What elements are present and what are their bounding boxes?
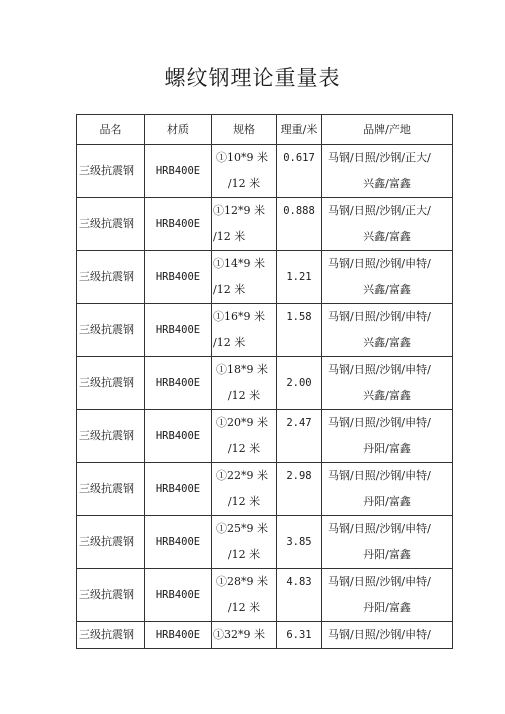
table-row (77, 516, 453, 569)
table-row (77, 463, 453, 516)
cell-spec (212, 516, 277, 569)
table-row (77, 569, 453, 622)
spec-size: ①16*9 米 (213, 310, 265, 323)
cell-material: HRB400E (145, 516, 212, 569)
spec-size: ①20*9 米 (216, 416, 268, 429)
cell-product-name: 三级抗震钢 (77, 622, 145, 649)
spec-size: ①14*9 米 (213, 257, 265, 270)
table-row (77, 304, 453, 357)
weight-table (76, 114, 453, 649)
brand-line-2: 丹阳/富鑫 (363, 548, 411, 561)
brand-line-1: 马钢/日照/沙钢/申特/ (328, 310, 431, 323)
cell-brand (322, 304, 453, 357)
spec-length: /12 米 (227, 548, 261, 561)
cell-brand (322, 516, 453, 569)
table-row (77, 145, 453, 198)
brand-line-2: 兴鑫/富鑫 (363, 389, 411, 402)
cell-brand (322, 251, 453, 304)
brand-line-2: 兴鑫/富鑫 (363, 230, 411, 243)
cell-weight: 6.31 (277, 622, 322, 649)
brand-line-1: 马钢/日照/沙钢/申特/ (328, 575, 431, 588)
cell-spec (212, 410, 277, 463)
cell-weight: 3.85 (277, 516, 322, 569)
cell-weight: 2.00 (277, 357, 322, 410)
brand-line-2: 丹阳/富鑫 (363, 601, 411, 614)
cell-weight: 2.47 (277, 410, 322, 463)
brand-line-1: 马钢/日照/沙钢/申特/ (328, 469, 431, 482)
cell-weight: 4.83 (277, 569, 322, 622)
cell-weight: 1.21 (277, 251, 322, 304)
brand-line-1: 马钢/日照/沙钢/申特/ (328, 522, 431, 535)
header-spec: 规格 (212, 115, 277, 145)
page-title: 螺纹钢理论重量表 (164, 66, 341, 90)
cell-product-name: 三级抗震钢 (77, 463, 145, 516)
cell-material: HRB400E (145, 622, 212, 649)
brand-line-1: 马钢/日照/沙钢/正大/ (328, 204, 431, 217)
cell-brand (322, 569, 453, 622)
cell-material: HRB400E (145, 569, 212, 622)
cell-product-name: 三级抗震钢 (77, 145, 145, 198)
cell-spec (212, 569, 277, 622)
cell-spec (212, 145, 277, 198)
cell-product-name: 三级抗震钢 (77, 357, 145, 410)
table-row (77, 198, 453, 251)
cell-material: HRB400E (145, 251, 212, 304)
table-row (77, 410, 453, 463)
brand-line-2: 兴鑫/富鑫 (363, 283, 411, 296)
brand-line-1: 马钢/日照/沙钢/正大/ (328, 151, 431, 164)
header-brand: 品牌/产地 (322, 115, 453, 145)
table-row (77, 357, 453, 410)
brand-line-2: 兴鑫/富鑫 (363, 336, 411, 349)
brand-line-2: 丹阳/富鑫 (363, 495, 411, 508)
spec-length: /12 米 (213, 230, 246, 243)
cell-brand (322, 145, 453, 198)
spec-length: /12 米 (227, 389, 261, 402)
spec-length: /12 米 (213, 283, 246, 296)
cell-material: HRB400E (145, 145, 212, 198)
brand-line-2: 兴鑫/富鑫 (363, 177, 411, 190)
cell-material: HRB400E (145, 357, 212, 410)
brand-line-1: 马钢/日照/沙钢/申特/ (328, 257, 431, 270)
cell-product-name: 三级抗震钢 (77, 410, 145, 463)
spec-size: ①18*9 米 (216, 363, 268, 376)
spec-length: /12 米 (227, 495, 261, 508)
header-product-name: 品名 (77, 115, 145, 145)
cell-product-name: 三级抗震钢 (77, 304, 145, 357)
table-row (77, 622, 453, 649)
table-row (77, 251, 453, 304)
cell-weight: 0.888 (277, 198, 322, 251)
cell-brand (322, 622, 453, 649)
table-header-row (77, 115, 453, 145)
cell-material: HRB400E (145, 463, 212, 516)
cell-spec (212, 251, 277, 304)
brand-line-2: 丹阳/富鑫 (363, 442, 411, 455)
spec-size: ①10*9 米 (216, 151, 268, 164)
header-weight: 理重/米 (277, 115, 322, 145)
cell-spec (212, 622, 277, 649)
brand-line-1: 马钢/日照/沙钢/申特/ (328, 628, 431, 641)
spec-size: ①22*9 米 (216, 469, 268, 482)
header-material: 材质 (145, 115, 212, 145)
cell-spec (212, 463, 277, 516)
brand-line-1: 马钢/日照/沙钢/申特/ (328, 363, 431, 376)
cell-product-name: 三级抗震钢 (77, 198, 145, 251)
spec-length: /12 米 (227, 601, 261, 614)
cell-brand (322, 357, 453, 410)
cell-material: HRB400E (145, 410, 212, 463)
cell-weight: 1.58 (277, 304, 322, 357)
cell-product-name: 三级抗震钢 (77, 569, 145, 622)
cell-material: HRB400E (145, 198, 212, 251)
brand-line-1: 马钢/日照/沙钢/申特/ (328, 416, 431, 429)
cell-product-name: 三级抗震钢 (77, 516, 145, 569)
spec-size: ①32*9 米 (213, 628, 265, 641)
cell-material: HRB400E (145, 304, 212, 357)
spec-size: ①12*9 米 (213, 204, 265, 217)
cell-spec (212, 357, 277, 410)
spec-length: /12 米 (227, 442, 261, 455)
spec-length: /12 米 (227, 177, 261, 190)
cell-brand (322, 410, 453, 463)
cell-weight: 0.617 (277, 145, 322, 198)
spec-size: ①25*9 米 (216, 522, 268, 535)
cell-spec (212, 304, 277, 357)
spec-size: ①28*9 米 (216, 575, 268, 588)
spec-length: /12 米 (213, 336, 246, 349)
cell-brand (322, 198, 453, 251)
cell-product-name: 三级抗震钢 (77, 251, 145, 304)
cell-spec (212, 198, 277, 251)
cell-weight: 2.98 (277, 463, 322, 516)
cell-brand (322, 463, 453, 516)
